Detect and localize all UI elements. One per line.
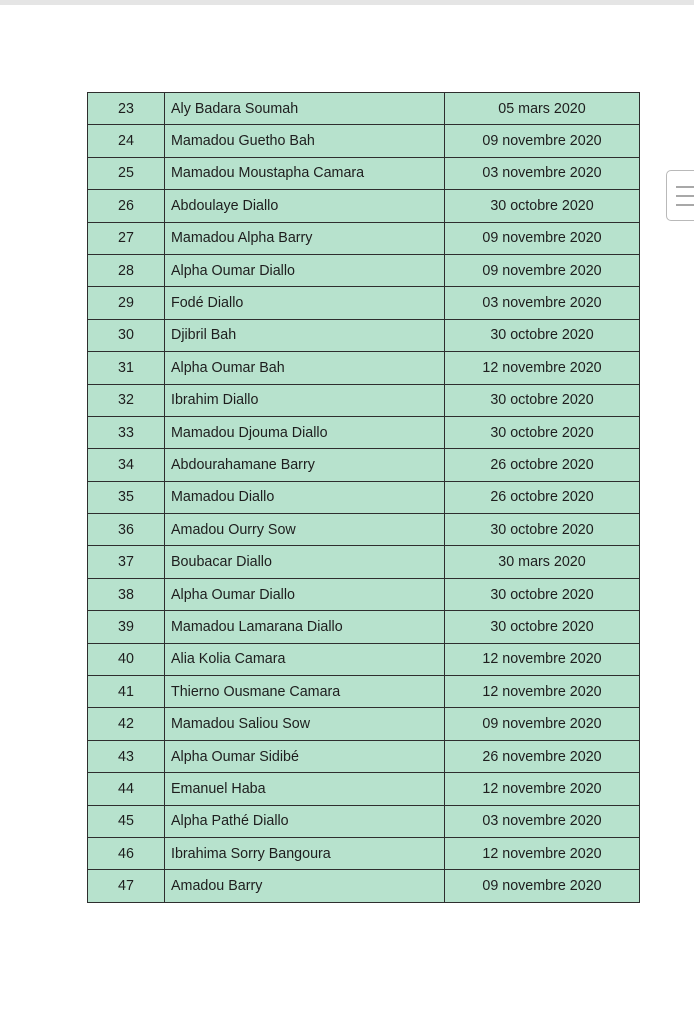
name-cell: Amadou Barry [165, 870, 445, 902]
row-number-cell: 27 [88, 222, 165, 254]
date-cell: 09 novembre 2020 [445, 222, 640, 254]
table-row [88, 93, 640, 125]
date-cell: 30 mars 2020 [445, 546, 640, 578]
row-number-cell: 41 [88, 676, 165, 708]
name-cell: Boubacar Diallo [165, 546, 445, 578]
date-cell: 30 octobre 2020 [445, 611, 640, 643]
date-cell: 05 mars 2020 [445, 93, 640, 125]
row-number-cell: 23 [88, 93, 165, 125]
row-number-cell: 42 [88, 708, 165, 740]
row-number-cell: 25 [88, 157, 165, 189]
name-cell: Djibril Bah [165, 319, 445, 351]
name-cell: Alpha Pathé Diallo [165, 805, 445, 837]
name-cell: Abdourahamane Barry [165, 449, 445, 481]
name-cell: Alpha Oumar Diallo [165, 254, 445, 286]
row-number-cell: 38 [88, 578, 165, 610]
name-cell: Mamadou Diallo [165, 481, 445, 513]
table-row [88, 546, 640, 578]
table-row [88, 416, 640, 448]
row-number-cell: 30 [88, 319, 165, 351]
table-row [88, 837, 640, 869]
row-number-cell: 32 [88, 384, 165, 416]
table-row [88, 643, 640, 675]
name-cell: Alpha Oumar Bah [165, 352, 445, 384]
date-cell: 26 octobre 2020 [445, 449, 640, 481]
data-table [87, 92, 640, 903]
date-cell: 30 octobre 2020 [445, 384, 640, 416]
date-cell: 03 novembre 2020 [445, 287, 640, 319]
row-number-cell: 24 [88, 125, 165, 157]
name-cell: Thierno Ousmane Camara [165, 676, 445, 708]
table-row [88, 287, 640, 319]
date-cell: 09 novembre 2020 [445, 870, 640, 902]
table-row [88, 514, 640, 546]
name-cell: Emanuel Haba [165, 773, 445, 805]
table-row [88, 481, 640, 513]
table-row [88, 222, 640, 254]
row-number-cell: 29 [88, 287, 165, 319]
table-row [88, 352, 640, 384]
name-cell: Mamadou Moustapha Camara [165, 157, 445, 189]
table-row [88, 805, 640, 837]
name-cell: Mamadou Lamarana Diallo [165, 611, 445, 643]
name-cell: Alia Kolia Camara [165, 643, 445, 675]
name-cell: Alpha Oumar Sidibé [165, 740, 445, 772]
date-cell: 30 octobre 2020 [445, 319, 640, 351]
table-row [88, 676, 640, 708]
row-number-cell: 39 [88, 611, 165, 643]
outline-menu-button[interactable] [666, 170, 694, 221]
name-cell: Alpha Oumar Diallo [165, 578, 445, 610]
table-row [88, 870, 640, 902]
date-cell: 12 novembre 2020 [445, 676, 640, 708]
date-cell: 26 novembre 2020 [445, 740, 640, 772]
row-number-cell: 35 [88, 481, 165, 513]
date-cell: 30 octobre 2020 [445, 578, 640, 610]
date-cell: 03 novembre 2020 [445, 805, 640, 837]
table-row [88, 740, 640, 772]
table-row [88, 773, 640, 805]
table-body [88, 93, 640, 903]
date-cell: 09 novembre 2020 [445, 254, 640, 286]
name-cell: Ibrahima Sorry Bangoura [165, 837, 445, 869]
name-cell: Amadou Ourry Sow [165, 514, 445, 546]
table-row [88, 611, 640, 643]
row-number-cell: 40 [88, 643, 165, 675]
row-number-cell: 33 [88, 416, 165, 448]
name-cell: Mamadou Alpha Barry [165, 222, 445, 254]
date-cell: 12 novembre 2020 [445, 837, 640, 869]
date-cell: 12 novembre 2020 [445, 352, 640, 384]
table-row [88, 384, 640, 416]
table-row [88, 125, 640, 157]
table-row [88, 578, 640, 610]
row-number-cell: 31 [88, 352, 165, 384]
name-cell: Abdoulaye Diallo [165, 190, 445, 222]
row-number-cell: 45 [88, 805, 165, 837]
date-cell: 30 octobre 2020 [445, 514, 640, 546]
row-number-cell: 46 [88, 837, 165, 869]
table-row [88, 449, 640, 481]
name-cell: Fodé Diallo [165, 287, 445, 319]
table-row [88, 319, 640, 351]
top-bar [0, 0, 694, 5]
date-cell: 03 novembre 2020 [445, 157, 640, 189]
name-cell: Mamadou Guetho Bah [165, 125, 445, 157]
date-cell: 30 octobre 2020 [445, 416, 640, 448]
name-cell: Mamadou Saliou Sow [165, 708, 445, 740]
row-number-cell: 44 [88, 773, 165, 805]
row-number-cell: 34 [88, 449, 165, 481]
row-number-cell: 26 [88, 190, 165, 222]
name-cell: Mamadou Djouma Diallo [165, 416, 445, 448]
date-cell: 12 novembre 2020 [445, 643, 640, 675]
name-cell: Aly Badara Soumah [165, 93, 445, 125]
date-cell: 26 octobre 2020 [445, 481, 640, 513]
table-row [88, 254, 640, 286]
table-row [88, 708, 640, 740]
date-cell: 09 novembre 2020 [445, 125, 640, 157]
table-row [88, 157, 640, 189]
row-number-cell: 37 [88, 546, 165, 578]
date-cell: 12 novembre 2020 [445, 773, 640, 805]
date-cell: 09 novembre 2020 [445, 708, 640, 740]
row-number-cell: 47 [88, 870, 165, 902]
date-cell: 30 octobre 2020 [445, 190, 640, 222]
name-cell: Ibrahim Diallo [165, 384, 445, 416]
table-row [88, 190, 640, 222]
row-number-cell: 28 [88, 254, 165, 286]
row-number-cell: 36 [88, 514, 165, 546]
row-number-cell: 43 [88, 740, 165, 772]
